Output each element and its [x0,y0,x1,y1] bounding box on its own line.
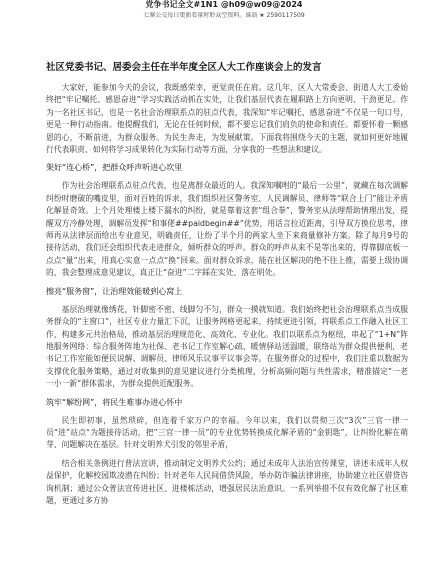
section-heading: 筑牢“解纷网”，将民生难事办进心怀中 [46,397,183,407]
article-body [46,62,408,513]
paragraph: 民生即初事，虽然琐碎，但连着千家万户的幸福。今年以来，我们以贯彻三次“3次”三官一律一员“进”站点“为题接待活动，把”三官一律一员”的专业优势转换成化解矛盾的“金钥匙”，让纠纷化解在萌芽、问题解决在基层。针对文明养犬引发的邻里矛盾， [46,415,408,450]
paragraph: 结合相关条例进行普法宣讲，推动制定文明养犬公约；通过未成年人法治宣传课堂，讲述未成年人权益保护，化解校园欺凌潜在纠纷；针对老年人民间借贷风险，举办防诈骗法律讲座，协助建立社区借贷咨询机制；通过公众普法宣传进社区、进楼栋活动，增强居民法治意识。一系列举措不仅有效化解了社区难题，更通过多方协 [46,458,408,505]
header-watermark-line: 七寨公交每日更新看量时聆众空资料。谁翁 ★ 2590117509 [143,12,305,19]
paragraph: 基层治理就像绣花，针脚密不密、线脚匀不匀，群众一摸就知道。我们始终把社会治理联系点当成服务群众的“主窗口”，社区专业力量汇下沉，让服务网格更起来，持续更进引领，将联系点工作融入社区工作，构建多元共治格局，推动基层治理规范化、高效化、专业化。我们以联系点为枢纽，串起了“1+N”阵地服务网络：综合服务阵地为社保、老书记工作室解心疏、暖情驿站送温暖，联络站为群众提供便利，老书记工作室能如便民说解、调解员、律师风乐议事平议事会等。在服务群众的过程中，我们注重以数据为支撑优化服务策略，通过对收集到的意见建议进行分类梳理，分析高频问题与共性需求，精准锚定“一老一小一新”群体需求，为群众提供近配服务。 [46,304,408,389]
page-header [0,0,448,30]
section-heading: 架好“连心桥”，把群众呼声听进心坎里 [46,163,183,173]
section-heading: 擦亮“服务窗”，让治理效能暖到心窝上 [46,286,183,296]
header-source-line: 党争书记全文#1N1 @h09@w09@2024 [145,0,303,9]
article-title: 社区党委书记、居委会主任在半年度全区人大工作座谈会上的发言 [46,62,322,73]
paragraph: 大家好，能参加今天的会议，我既感荣幸，更觉责任在肩。这几年，区人大常委会、街道人大工委始终把“牢记嘱托、感恩奋进”学习实践活动抓在实处，让我们基层代表在履职路上方向更明、干劲更足。作为一名社区书记，也是一名社会治理联系点的驻点代表，我深知“牢记嘱托、感恩奋进”不仅是一句口号，更是一种行动指南。他提醒我们，无论在任何时候，都不要忘记我们肩负的使命和责任。都要怀着一颗感恩的心，不断前进，为群众服务。为民生奔走，为发展献策。下面我将围绕今天的主题，就如何更好地履行代表职责、如何将学习成果转化为实际行动等方面，分享我的一些想法和建议。 [46,83,408,155]
paragraph: 作为社会治理联系点驻点代表，也是离群众最近的人。我深知嘱咐的“最后一公里”，就藏在每次调解纠纷时磨破的嘴皮里，面对百姓的诉求，我们组织社区警务室、人民调解员、律师等“联合上门”能让矛盾化解显奇效。上个月处理楼上楼下漏水的纠纷，就是靠着这套“组合拳”，警务室从法理帮助情理出发，提醒双方冷静处理，调解员发挥“和事佬##paidbegin##”优势，用话言拉近距离，引导双方换位思考，律师再从法律层面给出专业意见，明确责任，让纷了半个月的两家人坐下来商量修补方案。除了每月9号的接待活动，我们还会组织代表走进群众，倾听群众的呼声。群众的呼声从来不是等出来的，得靠脚底板一点点“量”出来，用真心实意一点点“换”回来。面对群众诉求，能在社区解决的绝不往上推，需要上级协调的，我会整理成意见建议，真正让“奋进”二字踩在实处、落在明处。 [46,181,408,278]
